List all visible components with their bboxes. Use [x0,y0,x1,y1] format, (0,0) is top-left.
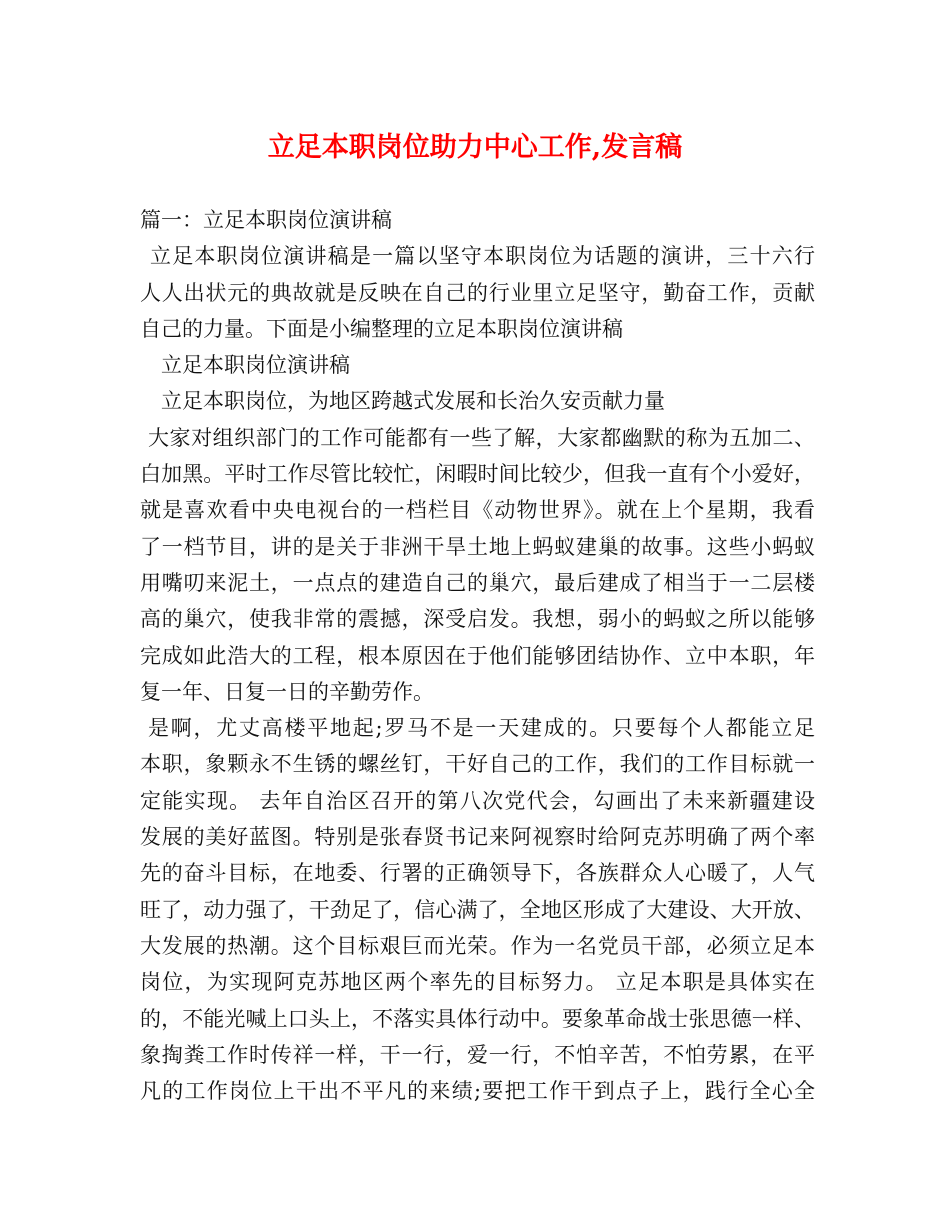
text-line: 凡的工作岗位上干出不平凡的来绩;要把工作干到点子上，践行全心全 [140,1079,815,1104]
text-line: 高的巢穴，使我非常的震撼，深受启发。我想，弱小的蚂蚁之所以能够 [140,607,815,632]
document-title: 立足本职岗位助力中心工作,发言稿 [267,132,683,163]
text-line: 就是喜欢看中央电视台的一档栏目《动物世界》。就在上个星期，我看 [140,498,815,523]
text-line: 发展的美好蓝图。特别是张春贤书记来阿视察时给阿克苏明确了两个率 [140,825,815,850]
text-line: 了一档节目，讲的是关于非洲干旱土地上蚂蚁建巢的故事。这些小蚂蚁 [140,534,815,559]
text-line: 象掏粪工作时传祥一样，干一行，爱一行，不怕辛苦，不怕劳累，在平 [140,1042,815,1067]
text-line: 旺了，动力强了，干劲足了，信心满了，全地区形成了大建设、大开放、 [140,897,815,922]
text-line: 完成如此浩大的工程，根本原因在于他们能够团结协作、立中本职，年 [140,643,815,668]
text-line: 大发展的热潮。这个目标艰巨而光荣。作为一名党员干部，必须立足本 [140,933,815,958]
text-line: 复一年、日复一日的辛勤劳作。 [140,679,434,704]
text-line: 的，不能光喊上口头上，不落实具体行动中。要象革命战士张思德一样、 [140,1006,815,1031]
text-line: 立足本职岗位，为地区跨越式发展和长治久安贡献力量 [161,389,665,414]
text-line: 先的奋斗目标，在地委、行署的正确领导下，各族群众人心暖了，人气 [140,861,815,886]
text-line: 立足本职岗位演讲稿是一篇以坚守本职岗位为话题的演讲，三十六行 [150,244,815,269]
text-line: 用嘴叨来泥土，一点点的建造自己的巢穴，最后建成了相当于一二层楼 [140,570,815,595]
text-line: 本职，象颗永不生锈的螺丝钉，干好自己的工作，我们的工作目标就一 [140,752,815,777]
section-heading: 篇一：立足本职岗位演讲稿 [140,208,392,232]
text-line: 自己的力量。下面是小编整理的立足本职岗位演讲稿 [140,316,623,341]
text-line: 定能实现。 去年自治区召开的第八次党代会，勾画出了未来新疆建设 [140,788,815,813]
text-line: 白加黑。平时工作尽管比较忙，闲暇时间比较少，但我一直有个小爱好， [140,462,815,487]
document-body [140,202,815,1109]
text-line: 立足本职岗位演讲稿 [161,353,350,378]
text-line: 人人出状元的典故就是反映在自己的行业里立足坚守，勤奋工作，贡献 [140,280,815,305]
text-line: 岗位，为实现阿克苏地区两个率先的目标努力。 立足本职是具体实在 [140,970,815,995]
text-line: 是啊，尤丈高楼平地起;罗马不是一天建成的。只要每个人都能立足 [148,716,815,741]
text-line: 大家对组织部门的工作可能都有一些了解，大家都幽默的称为五加二、 [148,425,815,450]
